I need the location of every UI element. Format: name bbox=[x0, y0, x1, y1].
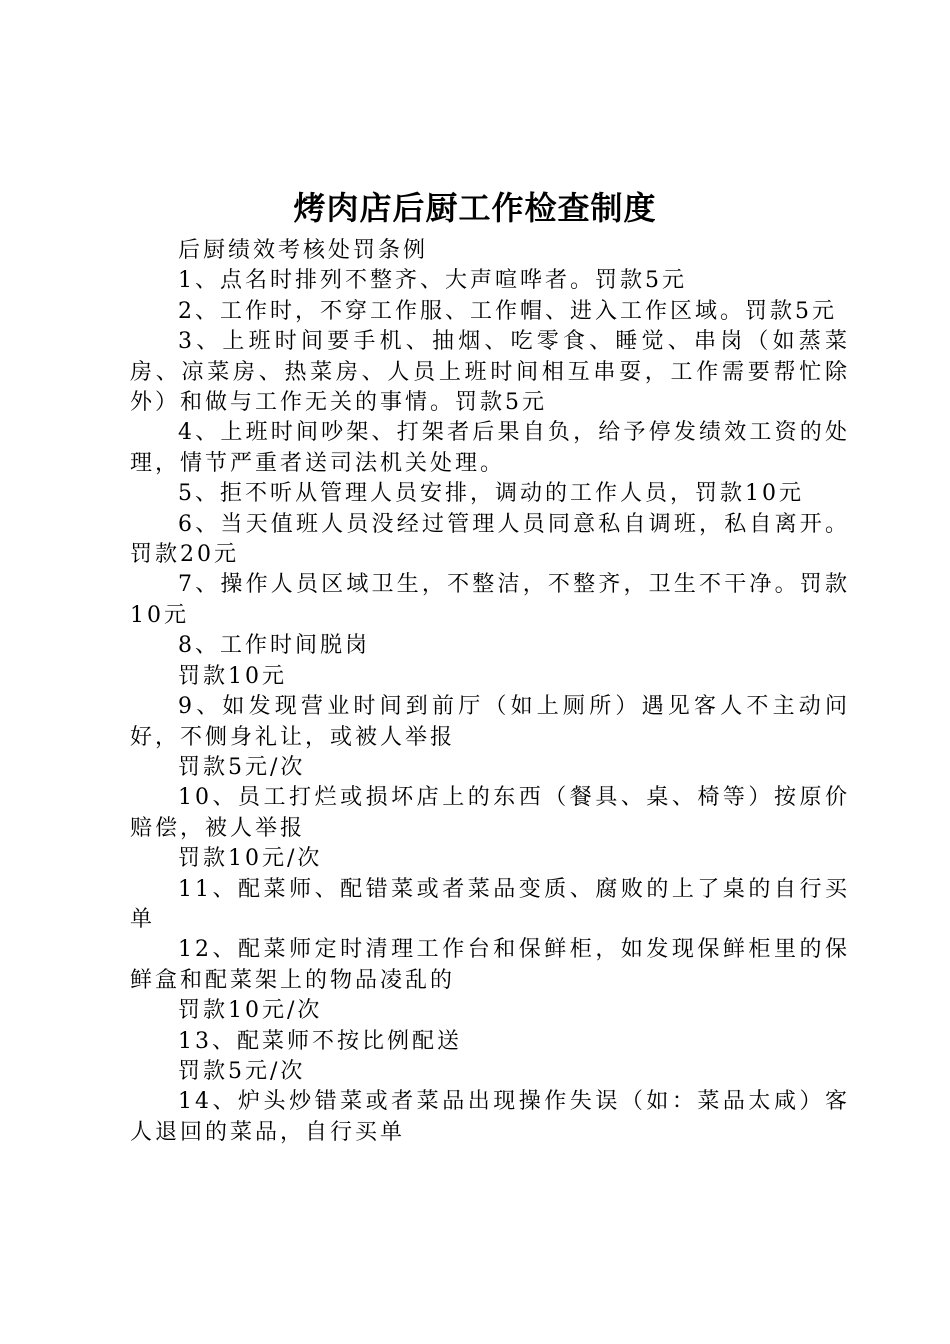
rule-8: 8、工作时间脱岗 bbox=[178, 633, 370, 659]
rule-10: 10、员工打烂或损坏店上的东西（餐具、桌、椅等）按原价赔偿，被人举报 bbox=[130, 785, 850, 841]
paragraph-heading: 后厨绩效考核处罚条例 bbox=[178, 238, 429, 263]
rule-13: 13、配菜师不按比例配送 bbox=[178, 1028, 462, 1054]
rule-9: 9、如发现营业时间到前厅（如上厕所）遇见客人不主动问好，不侧身礼让，或被人举报 bbox=[130, 694, 850, 750]
rule-13-penalty: 罚款5元/次 bbox=[178, 1058, 306, 1084]
document-title: 烤肉店后厨工作检查制度 bbox=[293, 189, 657, 227]
rule-5: 5、拒不听从管理人员安排，调动的工作人员，罚款10元 bbox=[178, 481, 804, 507]
document-body bbox=[130, 236, 850, 1148]
rule-10-penalty: 罚款10元/次 bbox=[178, 846, 323, 872]
rule-11: 11、配菜师、配错菜或者菜品变质、腐败的上了桌的自行买单 bbox=[130, 876, 850, 932]
rule-9-penalty: 罚款5元/次 bbox=[178, 754, 306, 780]
rule-1: 1、点名时排列不整齐、大声喧哗者。罚款5元 bbox=[178, 268, 687, 294]
rule-12: 12、配菜师定时清理工作台和保鲜柜，如发现保鲜柜里的保鲜盒和配菜架上的物品凌乱的 bbox=[130, 937, 850, 993]
rule-3: 3、上班时间要手机、抽烟、吃零食、睡觉、串岗（如蒸菜房、凉菜房、热菜房、人员上班时间相互串耍，工作需要帮忙除外）和做与工作无关的事情。罚款5元 bbox=[130, 329, 850, 416]
rule-14: 14、炉头炒错菜或者菜品出现操作失误（如：菜品太咸）客人退回的菜品，自行买单 bbox=[130, 1089, 850, 1145]
rule-8-penalty: 罚款10元 bbox=[178, 663, 287, 689]
rule-7: 7、操作人员区域卫生，不整洁，不整齐，卫生不干净。罚款10元 bbox=[130, 572, 850, 628]
rule-4: 4、上班时间吵架、打架者后果自负，给予停发绩效工资的处理，情节严重者送司法机关处理。 bbox=[130, 420, 850, 476]
rule-12-penalty: 罚款10元/次 bbox=[178, 998, 323, 1024]
rule-6: 6、当天值班人员没经过管理人员同意私自调班，私自离开。罚款20元 bbox=[130, 511, 850, 568]
rule-2: 2、工作时，不穿工作服、工作帽、进入工作区域。罚款5元 bbox=[178, 298, 837, 324]
